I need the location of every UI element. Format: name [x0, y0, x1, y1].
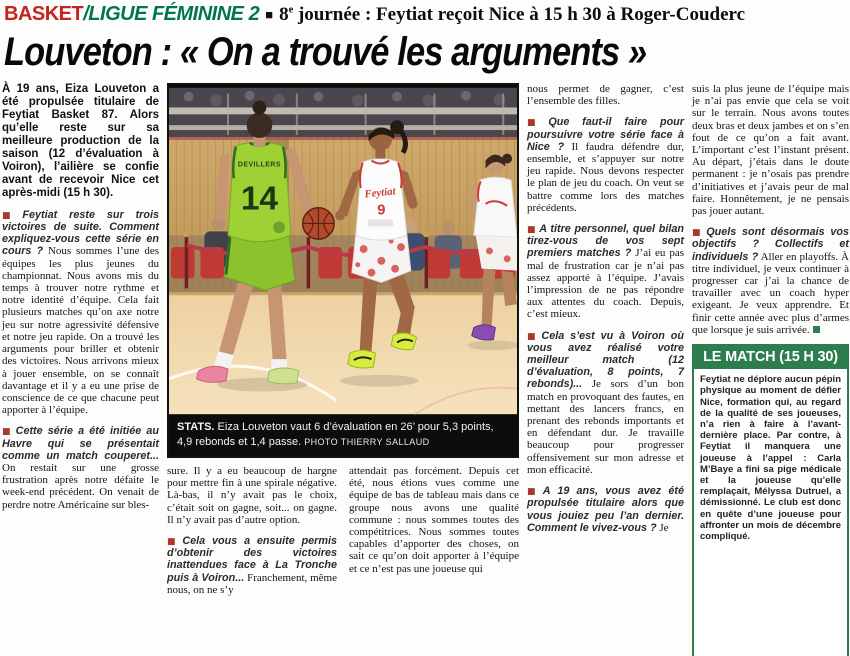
basketball — [303, 208, 334, 239]
match-box — [692, 344, 849, 656]
answer-continuation: attendait pas forcément. Depuis cet été, nous étions vues comme une équipe de bas de tableau mais dans ce groupe nous avons une qualité commune : nous sommes toutes des compétitrices. Nous sommes toutes capables d’apporter des choses, on sait ce qu’on doit apporter à l’équipe et ce n’est pas une joueuse qui — [349, 465, 519, 575]
edition-number: 8 — [279, 4, 289, 25]
answer-continuation: sure. Il y a eu beaucoup de hargne pour mettre fin à une spirale négative. Là-bas, il n’y avait pas le choix, c’était soit on gagne, soit... on gagne. Il n’y avait pas d’autre option. — [167, 465, 337, 526]
intro-paragraph: À 19 ans, Eiza Louveton a été propulsée titulaire de Feytiat Basket 87. Alors qu’elle reste sur sa meilleure production de la saison (12 d’évaluation à Voiron), l’ailière se confie avant de recevoir Nice cet après-midi (15 h 30). — [2, 83, 159, 199]
question-bullet: ■ — [527, 118, 546, 129]
question-text: Que faut-il faire pour poursuivre votre série face à Nice ? — [527, 116, 684, 153]
edition-sup: e — [288, 4, 294, 16]
crowd-stands — [169, 88, 517, 137]
answer-text: Il faudra défendre dur, ensemble, et s’appuyer sur notre jeu rapide. Nous devons respecter le plan de jeu du coach. On veut se battre comme lors des matches précédents. — [527, 140, 685, 214]
column-3 — [349, 465, 519, 596]
kicker-bar — [2, 2, 848, 28]
qa-block-1 — [2, 209, 159, 416]
question-text: Cela vous a ensuite permis d’obtenir des victoires inattendues face à La Tronche puis à Voiron... — [167, 535, 337, 584]
article-end-square — [813, 326, 820, 333]
caption-text: Eiza Louveton vaut 6 d’évaluation en 26’ pour 5,3 points, 4,9 rebonds et 1,4 passe. — [177, 421, 494, 448]
qa-block-8 — [692, 226, 849, 336]
headline: Louveton : « On a trouvé les arguments » — [4, 30, 647, 74]
qa-block-3 — [167, 535, 337, 596]
answer-text: On restait sur une grosse frustration après notre défaite le week-end précédent. On venait de perdre notre Américaine sur bles- — [2, 461, 159, 511]
question-bullet: ■ — [527, 225, 537, 236]
jersey-script-text: Feytiat — [363, 185, 397, 201]
kicker-league: /LIGUE FÉMININE 2 — [83, 3, 260, 25]
match-box-title: LE MATCH (15 H 30) — [694, 346, 847, 369]
question-bullet: ■ — [167, 537, 180, 548]
column-1 — [2, 83, 159, 656]
photo-caption — [169, 415, 517, 456]
question-bullet: ■ — [2, 427, 13, 438]
question-text: Feytiat reste sur trois victoires de suite. Comment expliquez-vous cette série en cours ? — [2, 208, 159, 258]
match-box-body: Feytiat ne déplore aucun pépin physique au moment de défier Nice, formation qui, au regard de la qualité de ses joueuses, n’a rien à faire à l’avant-dernière place. Par contre, à Feytiat il manquera une joueuse à l’appel : Carla M’Baye a fini sa pige médicale et la joueuse qu’elle remplaçait, Mélyssa Dutruel, a démissionné. Le club est donc en quête d’une joueuse pour affronter un mois de décembre compliqué. — [700, 374, 841, 542]
photo-credit: PHOTO THIERRY SALLAUD — [304, 436, 430, 447]
answer-continuation: suis la plus jeune de l’équipe mais je n’ai pas envie que cela se voit sur le terrain. Nous avons toutes deux bras et deux jambes et on s’en fout de ce qu’on a fait avant. L’important c’est l’instant présent. Au départ, j’étais dans le doute permanent : je n’osais pas prendre d’initiatives et j’avais peur de mal faire. Honnêtement, je ne pensais pas jouer autant. — [692, 83, 849, 218]
question-bullet: ■ — [692, 228, 704, 239]
qa-block-6 — [527, 330, 684, 476]
question-bullet: ■ — [527, 331, 539, 342]
question-text: A 19 ans, vous avez été propulsée titulaire alors que vous jouiez peu l’an dernier. Comment le vivez-vous ? — [527, 485, 684, 534]
answer-text: Je sors d’un bon match en provoquant des fautes, en mettant des lancers francs, en prenant des rebonds importants et en défendant dur. Je travaille beaucoup pour progresser offensivement sur mon adresse et mon efficacité. — [527, 378, 684, 476]
kicker-topic: BASKET — [4, 3, 84, 25]
photo-figure — [167, 83, 519, 458]
answer-continuation: nous permet de gagner, c’est l’ensemble des filles. — [527, 83, 684, 108]
jersey-number-14: 14 — [240, 180, 279, 218]
columns-under-photo — [167, 465, 519, 596]
jersey-number-9: 9 — [377, 202, 386, 219]
article-body — [2, 83, 848, 656]
answer-text: Franchement, même nous, on ne s’y — [167, 571, 337, 596]
caption-label: STATS. — [177, 421, 215, 433]
column-5 — [692, 83, 849, 656]
question-bullet: ■ — [2, 210, 20, 221]
kicker-subtitle — [279, 4, 745, 26]
question-text: Cette série a été initiée au Havre qui se présentait comme un match couperet... — [2, 425, 159, 462]
qa-block-7 — [527, 485, 684, 534]
subtitle-rest: journée : Feytiat reçoit Nice à 15 h 30 à Roger-Couderc — [293, 4, 746, 25]
kicker-separator-square: ■ — [265, 7, 274, 22]
basketball-photo — [169, 85, 517, 415]
question-text: Cela s’est vu à Voiron où vous avez réalisé votre meilleur match (12 d’évaluation, 8 points, 7 rebonds)... — [527, 329, 684, 391]
question-text: A titre personnel, quel bilan tirez-vous de vos sept premiers matches ? — [527, 223, 684, 260]
answer-text: Je — [659, 521, 669, 534]
answer-text: Aller en playoffs. À titre individuel, je veux continuer à progresser car j’ai la chance de travailler avec un coach hyper exigeant. Je veux apprendre. Et finir cette année avec plus d’armes que lorsque je suis arrivée. — [692, 250, 849, 336]
qa-block-2 — [2, 425, 159, 510]
jersey-name-text: DEVILLERS — [237, 161, 281, 169]
column-4 — [527, 83, 684, 656]
photo-and-columns — [167, 83, 519, 656]
answer-text: Nous sommes l’une des équipes les plus jeunes du championnat. Nous avons mis du temps à trouver notre rythme et notre identité d’équipe. Cela fait plusieurs matches qu’on axe notre jeu sur notre agressivité défensive et notre jeu rapide. On a trouvé les arguments pour briller et obtenir des victoires. Nous arrivons mieux à jouer ensemble, on se connaît davantage et il y a eu une prise de conscience de ce que chacune peut apporter à l’équipe. — [2, 245, 160, 417]
qa-block-5 — [527, 223, 684, 321]
column-2 — [167, 465, 337, 596]
qa-block-4 — [527, 116, 684, 214]
question-text: Quels sont désormais vos objectifs ? Collectifs et individuels ? — [692, 226, 849, 263]
answer-text: J’ai eu pas mal de frustration car je n’ai pas assez apporté à l’équipe. J’avais l’impression de ne pas répondre aux attentes du coach. Depuis, c’est mieux. — [527, 247, 684, 321]
question-bullet: ■ — [527, 487, 540, 498]
